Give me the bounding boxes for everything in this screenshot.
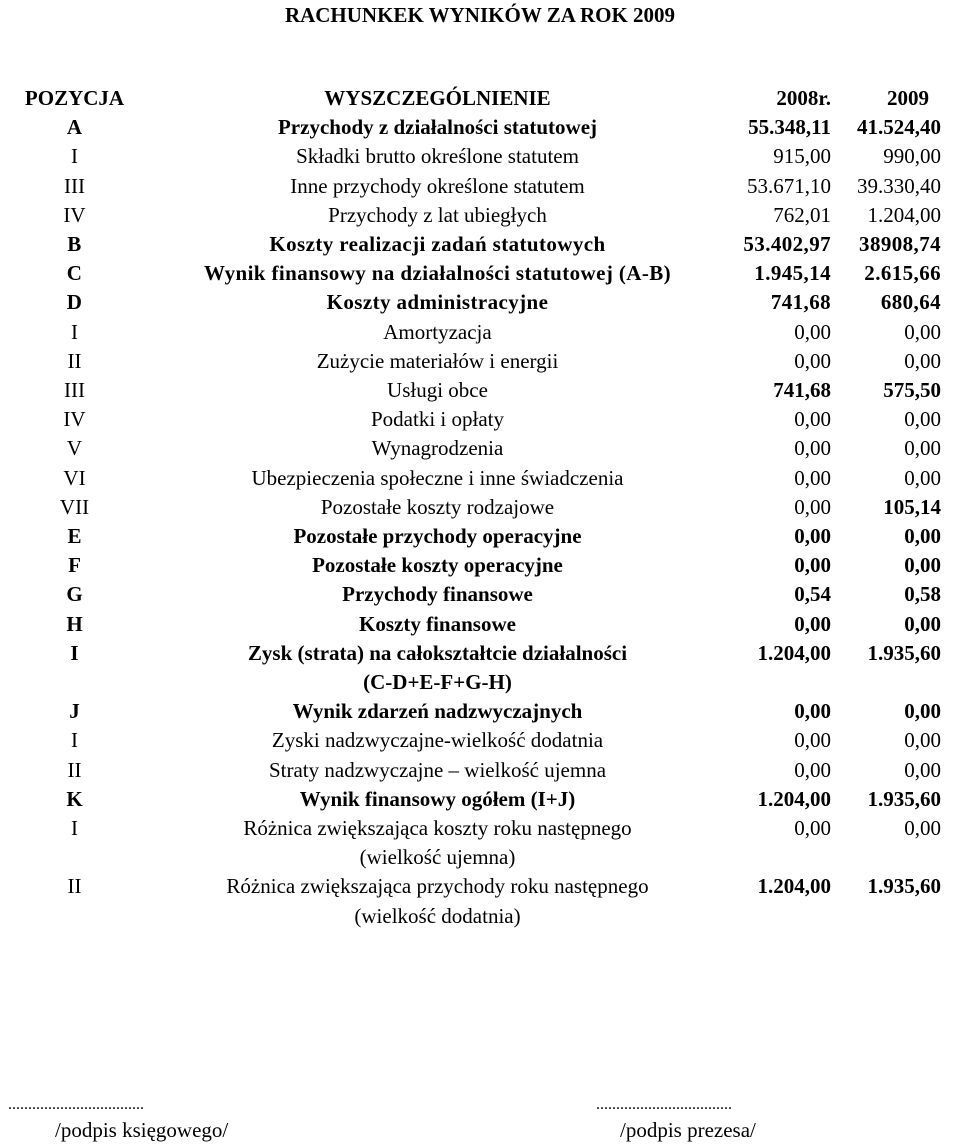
row-description-line2: (C-D+E-F+G-H) [363, 670, 512, 695]
row-value-2009: 1.935,60 [867, 786, 941, 811]
document-title: RACHUNKEK WYNIKÓW ZA ROK 2009 [284, 3, 676, 27]
row-value-2009: 0,00 [904, 407, 941, 432]
table-row [8, 376, 952, 405]
row-value-2008: 741,68 [770, 290, 831, 315]
row-value-2009: 575,50 [883, 378, 941, 403]
table-row [8, 814, 952, 872]
row-description-line2: (wielkość ujemna) [359, 845, 516, 870]
row-description-line1: Różnica zwiększająca koszty roku następnego [243, 816, 632, 841]
table-header-row [8, 84, 952, 113]
row-value-2008: 1.204,00 [757, 640, 831, 665]
row-position: J [69, 699, 80, 724]
table-row [8, 318, 952, 347]
row-position: II [67, 874, 82, 899]
row-value-2009: 0,00 [904, 553, 941, 578]
row-description: Zyski nadzwyczajne-wielkość dodatnia [271, 728, 604, 753]
header-2009: 2009 [887, 86, 929, 110]
row-position: C [66, 261, 83, 286]
row-position: VII [59, 494, 90, 519]
row-description: Wynik finansowy na działalności statutowej (A-B) [203, 261, 672, 286]
row-position: IV [63, 407, 86, 432]
row-position: II [67, 348, 82, 373]
row-position: I [71, 144, 78, 169]
row-description: Przychody z lat ubiegłych [328, 202, 547, 227]
row-value-2009: 0,00 [904, 348, 941, 373]
row-value-2008: 1.945,14 [754, 261, 831, 286]
row-value-2009: 1.935,60 [867, 874, 941, 899]
row-description: Zużycie materiałów i energii [316, 348, 559, 373]
row-position: E [67, 524, 82, 549]
table-row [8, 113, 952, 142]
row-description [141, 639, 734, 697]
row-position: I [71, 816, 78, 841]
table-row [8, 493, 952, 522]
table-row [8, 580, 952, 609]
table-row [8, 201, 952, 230]
row-value-2008: 55.348,11 [748, 115, 831, 140]
row-value-2008: 1.204,00 [757, 874, 831, 899]
row-value-2009: 0,00 [904, 524, 941, 549]
table-row [8, 288, 952, 317]
row-value-2008: 0,00 [794, 494, 831, 519]
table-row [8, 697, 952, 726]
row-position: A [66, 115, 83, 140]
table-row [8, 726, 952, 755]
row-value-2008: 0,00 [794, 553, 831, 578]
row-value-2009: 0,00 [904, 728, 941, 753]
row-value-2008: 0,00 [794, 816, 831, 841]
row-value-2008: 0,00 [794, 728, 831, 753]
table-row [8, 259, 952, 288]
row-value-2008: 1.204,00 [757, 786, 831, 811]
table-row [8, 551, 952, 580]
table-row [8, 639, 952, 697]
row-description-line2: (wielkość dodatnia) [354, 903, 521, 928]
row-description: Przychody z działalności statutowej [277, 115, 598, 140]
row-description [141, 814, 734, 872]
row-value-2008: 0,00 [794, 436, 831, 461]
row-position: III [64, 173, 85, 198]
row-position: D [66, 290, 83, 315]
row-position: B [67, 232, 82, 257]
table-row [8, 172, 952, 201]
row-value-2008: 762,01 [773, 202, 831, 227]
row-value-2009: 0,58 [904, 582, 941, 607]
row-description: Pozostałe koszty rodzajowe [320, 494, 555, 519]
row-value-2009: 0,00 [904, 757, 941, 782]
row-value-2009: 41.524,40 [857, 115, 941, 140]
header-2008: 2008r. [776, 86, 831, 110]
row-value-2008: 0,00 [794, 757, 831, 782]
row-value-2009: 0,00 [904, 816, 941, 841]
header-wyszczegolnienie: WYSZCZEGÓLNIENIE [324, 86, 551, 110]
row-description [141, 872, 734, 930]
row-value-2008: 0,00 [794, 319, 831, 344]
table-row [8, 464, 952, 493]
row-position: H [66, 611, 83, 636]
table-row [8, 785, 952, 814]
row-description: Koszty administracyjne [326, 290, 549, 315]
row-position: I [71, 319, 78, 344]
table-row [8, 872, 952, 930]
row-description: Składki brutto określone statutem [296, 144, 579, 169]
row-description: Ubezpieczenia społeczne i inne świadczenia [251, 465, 624, 490]
row-value-2008: 0,54 [794, 582, 831, 607]
row-value-2008: 915,00 [773, 144, 831, 169]
income-statement-table [8, 84, 952, 931]
row-description-line1: Różnica zwiększająca przychody roku następnego [226, 874, 649, 899]
row-value-2009: 39.330,40 [857, 173, 941, 198]
row-description: Koszty finansowe [359, 611, 516, 636]
table-row [8, 347, 952, 376]
row-value-2008: 53.402,97 [743, 232, 831, 257]
row-value-2008: 0,00 [794, 699, 831, 724]
row-value-2009: 990,00 [883, 144, 941, 169]
row-description: Wynagrodzenia [371, 436, 504, 461]
table-row [8, 610, 952, 639]
row-value-2009: 38908,74 [859, 232, 941, 257]
row-value-2008: 0,00 [794, 611, 831, 636]
row-value-2008: 0,00 [794, 407, 831, 432]
row-value-2009: 0,00 [904, 319, 941, 344]
row-value-2009: 1.204,00 [867, 202, 941, 227]
row-position: G [66, 582, 83, 607]
row-description: Amortyzacja [383, 319, 492, 344]
header-pozycja: POZYCJA [24, 86, 125, 110]
table-row [8, 230, 952, 259]
row-position: V [66, 436, 83, 461]
table-row [8, 756, 952, 785]
row-description: Usługi obce [387, 378, 488, 403]
row-value-2009: 1.935,60 [867, 640, 941, 665]
signature-label-president: /podpis prezesa/ [620, 1118, 756, 1142]
row-description: Pozostałe koszty operacyjne [312, 553, 563, 578]
row-value-2009: 0,00 [904, 699, 941, 724]
row-value-2009: 0,00 [904, 436, 941, 461]
row-position: II [67, 757, 82, 782]
row-value-2009: 0,00 [904, 611, 941, 636]
row-value-2009: 0,00 [904, 465, 941, 490]
signature-label-accountant: /podpis księgowego/ [55, 1118, 229, 1142]
row-description-line1: Zysk (strata) na całokształtcie działalności [247, 640, 628, 665]
row-position: I [71, 728, 78, 753]
row-description: Przychody finansowe [342, 582, 533, 607]
row-value-2008: 53.671,10 [747, 173, 831, 198]
row-value-2009: 105,14 [883, 494, 941, 519]
table-row [8, 142, 952, 171]
row-position: III [64, 378, 85, 403]
row-description: Pozostałe przychody operacyjne [293, 524, 582, 549]
row-description: Podatki i opłaty [371, 407, 504, 432]
row-position: VI [63, 465, 86, 490]
row-description: Wynik finansowy ogółem (I+J) [299, 786, 576, 811]
row-position: K [66, 786, 83, 811]
table-row [8, 522, 952, 551]
signature-line-accountant: .................................. [8, 1096, 144, 1113]
table-row [8, 405, 952, 434]
signature-line-president: .................................. [596, 1096, 732, 1113]
row-value-2008: 741,68 [773, 378, 831, 403]
table-row [8, 434, 952, 463]
row-value-2008: 0,00 [794, 524, 831, 549]
row-value-2008: 0,00 [794, 465, 831, 490]
row-position: F [68, 553, 81, 578]
row-description: Koszty realizacji zadań statutowych [269, 232, 606, 257]
row-position: IV [63, 202, 86, 227]
row-value-2009: 2.615,66 [864, 261, 941, 286]
row-value-2008: 0,00 [794, 348, 831, 373]
row-description: Wynik zdarzeń nadzwyczajnych [292, 699, 583, 724]
row-position: I [70, 640, 79, 665]
row-description: Inne przychody określone statutem [290, 173, 585, 198]
row-value-2009: 680,64 [880, 290, 941, 315]
row-description: Straty nadzwyczajne – wielkość ujemna [268, 757, 607, 782]
